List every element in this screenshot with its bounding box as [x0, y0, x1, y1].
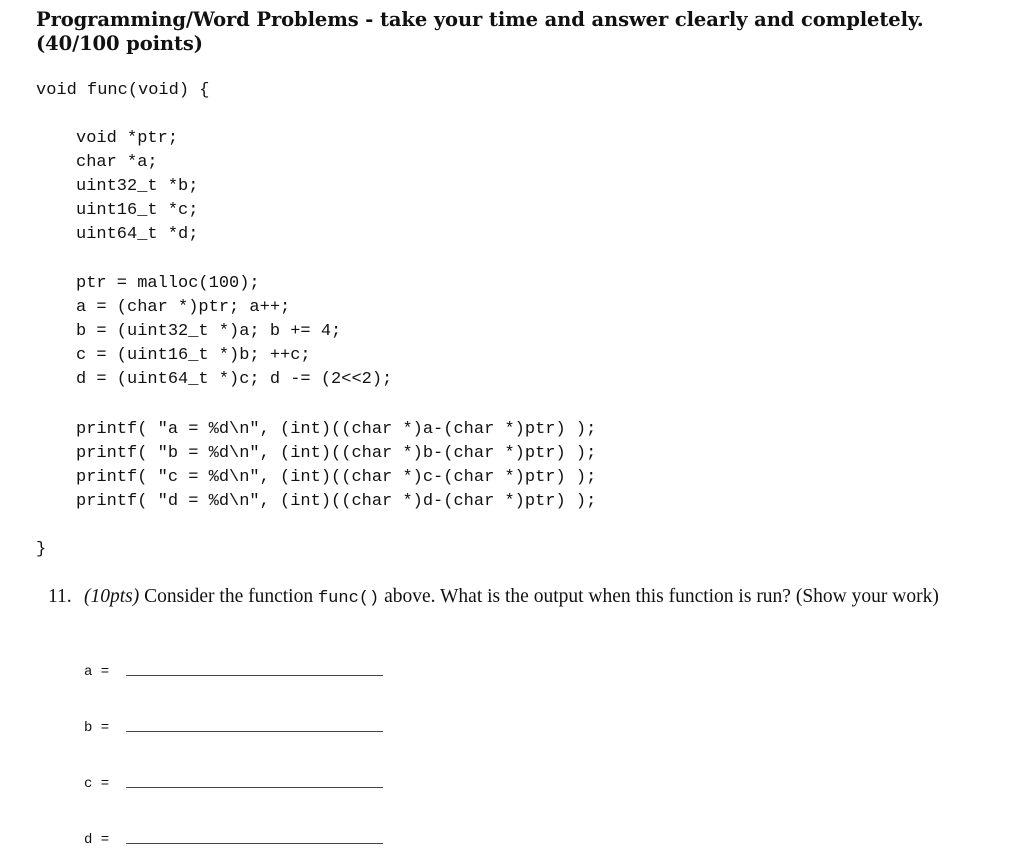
function-signature: void func(void) {	[36, 81, 210, 100]
closing-brace: }	[36, 540, 47, 559]
answer-row-b	[84, 716, 404, 740]
code-line-printf: printf( "d = %d\n", (int)((char *)d-(char *)ptr) );	[76, 492, 597, 511]
code-line-printf: printf( "b = %d\n", (int)((char *)b-(char *)ptr) );	[76, 444, 597, 463]
answer-blank[interactable]	[126, 787, 383, 788]
code-line-declaration: char *a;	[76, 153, 158, 172]
code-line-assignment: b = (uint32_t *)a; b += 4;	[76, 322, 342, 341]
section-title: Programming/Word Problems - take your time and answer clearly and completely. (40/100 points)	[36, 8, 924, 55]
answer-label: b =	[84, 720, 110, 736]
question-text	[84, 584, 964, 611]
code-line-declaration: void *ptr;	[76, 129, 179, 148]
answer-label: d =	[84, 832, 110, 848]
question-points: (10pts)	[84, 586, 140, 607]
code-line-declaration: uint64_t *d;	[76, 225, 199, 244]
code-line-assignment: d = (uint64_t *)c; d -= (2<<2);	[76, 370, 393, 389]
code-line-assignment: a = (char *)ptr; a++;	[76, 298, 291, 317]
code-line-printf: printf( "c = %d\n", (int)((char *)c-(char *)ptr) );	[76, 468, 597, 487]
code-line-assignment: ptr = malloc(100);	[76, 274, 260, 293]
code-line-assignment: c = (uint16_t *)b; ++c;	[76, 346, 311, 365]
answer-blank[interactable]	[126, 675, 383, 676]
question-number: 11.	[48, 586, 72, 607]
answer-blank[interactable]	[126, 731, 383, 732]
answer-row-c	[84, 772, 404, 796]
answer-row-a	[84, 660, 404, 684]
question-text-before: Consider the function	[139, 586, 318, 607]
question-text-after: above. What is the output when this function is run? (Show your work)	[379, 586, 939, 607]
code-line-printf: printf( "a = %d\n", (int)((char *)a-(char *)ptr) );	[76, 420, 597, 439]
answer-row-d	[84, 828, 404, 852]
code-line-declaration: uint32_t *b;	[76, 177, 199, 196]
answer-blank[interactable]	[126, 843, 383, 844]
code-line-declaration: uint16_t *c;	[76, 201, 199, 220]
answer-label: c =	[84, 776, 110, 792]
answer-label: a =	[84, 664, 110, 680]
function-name: func()	[317, 589, 380, 608]
